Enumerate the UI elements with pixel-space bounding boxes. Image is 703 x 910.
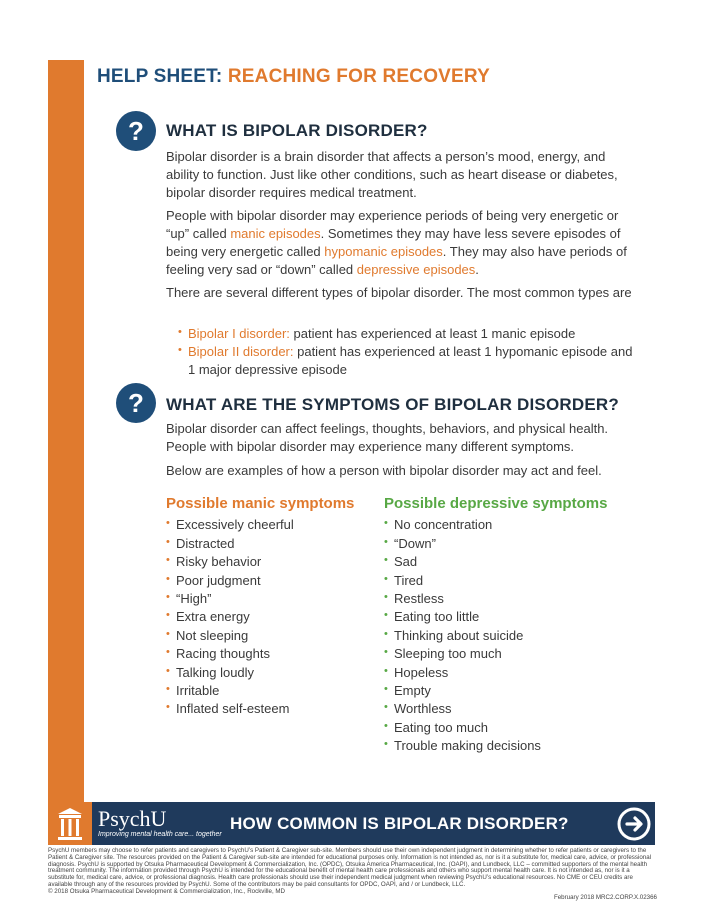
bullet-icon: •	[166, 554, 170, 567]
bullet-icon: •	[384, 591, 388, 604]
symptom: Inflated self-esteem	[176, 701, 290, 717]
symptom: Poor judgment	[176, 572, 261, 588]
depressive-heading: Possible depressive symptoms	[384, 495, 608, 512]
bullet-icon: •	[166, 646, 170, 659]
bullet-icon: •	[384, 738, 388, 751]
list-item	[166, 608, 354, 626]
paragraph: There are several different types of bipolar disorder. The most common types are	[166, 285, 632, 300]
text: . They may also have periods of feeling very sad or “down” called	[166, 244, 627, 277]
column-logo-icon	[48, 802, 92, 845]
bullet-icon: •	[166, 627, 170, 640]
symptom: Distracted	[176, 535, 235, 551]
type-name: Bipolar I disorder:	[188, 326, 290, 341]
list-item	[166, 535, 354, 553]
paragraph: Bipolar disorder is a brain disorder that affects a person’s mood, energy, and ability to function. Just like other conditions, such as heart disease or diabetes, bipolar disorder requires medical treatment.	[166, 149, 618, 200]
bullet-icon: •	[384, 701, 388, 714]
section-title-what-is: WHAT IS BIPOLAR DISORDER?	[166, 121, 428, 140]
list-item	[384, 572, 607, 590]
symptom: No concentration	[394, 517, 493, 533]
list-item	[384, 535, 607, 553]
bullet-icon: •	[166, 572, 170, 585]
list-item	[384, 682, 607, 700]
bullet-icon: •	[384, 517, 388, 530]
bipolar-types-list	[178, 325, 638, 379]
keyword-hypomanic: hypomanic episodes	[324, 244, 443, 259]
symptom: Sad	[394, 554, 418, 570]
bullet-icon: •	[384, 646, 388, 659]
list-item	[384, 737, 607, 755]
manic-heading: Possible manic symptoms	[166, 495, 355, 512]
list-item	[384, 627, 607, 645]
symptom: Eating too little	[394, 609, 480, 625]
disclaimer-text: PsychU members may choose to refer patients and caregivers to PsychU’s Patient & Caregiver sub-site. Members should use their own independent judgment in determining whether to refer patients or caregivers to the Patient & Caregiver site. The resources provided on the Patient & Caregiver sub-site are intended for educational purposes only. Information is not intended as, nor is it a substitute for, medical care, advice, or professional diagnosis. PsychU is supported by Otsuka Pharmaceutical Development & Commercialization, Inc. (OPDC), Otsuka America Pharmaceutical, Inc. (OAPI), and Lundbeck, LLC – committed supporters of the mental health treatment community. The information provided through PsychU is intended for the educational benefit of mental health care professionals and others who support mental health care. It is not intended as, nor is it a substitute for, medical care, advice, or professional diagnosis. Health care professionals should use their independent medical judgment when reviewing PsychU’s educational resources. No CME or CEU credits are available through any of the resources provided by PsychU. Some of the contributors may be paid consultants for OPDC, OAPI, and / or Lundbeck, LLC.	[48, 847, 652, 888]
bullet-icon: •	[384, 554, 388, 567]
symptom: Restless	[394, 591, 444, 607]
list-item	[384, 664, 607, 682]
title-prefix: HELP SHEET:	[97, 66, 223, 87]
bullet-icon: •	[384, 535, 388, 548]
arrow-right-circle-icon[interactable]	[616, 806, 652, 842]
list-item	[384, 700, 607, 718]
svg-text:?: ?	[128, 388, 144, 418]
list-item	[166, 700, 354, 718]
list-item	[166, 627, 354, 645]
symptom: Not sleeping	[176, 627, 249, 643]
copyright-text: © 2018 Otsuka Pharmaceutical Development & Commercialization, Inc., Rockville, MD	[48, 887, 286, 895]
section1-episodes	[166, 207, 636, 279]
footer-disclaimer	[48, 848, 656, 896]
list-item	[384, 645, 607, 663]
symptom: Risky behavior	[176, 554, 262, 570]
text: People with bipolar disorder may experience periods of being very energetic or “up” called	[166, 208, 619, 241]
list-item	[178, 325, 638, 343]
section1-types-intro	[166, 284, 636, 302]
list-item	[166, 516, 354, 534]
type-desc: patient has experienced at least 1 hypomanic episode and 1 major depressive episode	[188, 344, 633, 377]
bullet-icon: •	[384, 627, 388, 640]
left-accent-bar	[48, 60, 84, 802]
keyword-depressive: depressive episodes	[356, 262, 476, 277]
list-item	[166, 590, 354, 608]
bullet-icon: •	[166, 664, 170, 677]
bullet-icon: •	[166, 535, 170, 548]
text: .	[475, 262, 479, 277]
list-item	[384, 590, 607, 608]
bullet-icon: •	[384, 609, 388, 622]
text: . Sometimes they may have less severe episodes of being very energetic called	[166, 226, 621, 259]
svg-text:?: ?	[128, 116, 144, 146]
section2-intro	[166, 420, 636, 456]
list-item	[384, 553, 607, 571]
list-item	[384, 719, 607, 737]
symptom: Talking loudly	[176, 664, 255, 680]
bullet-icon: •	[384, 572, 388, 585]
list-item	[384, 516, 607, 534]
symptom: Trouble making decisions	[394, 738, 541, 754]
symptom: Excessively cheerful	[176, 517, 294, 533]
keyword-manic: manic episodes	[230, 226, 321, 241]
bottom-banner	[48, 802, 655, 845]
type-desc: patient has experienced at least 1 manic episode	[289, 326, 576, 341]
brand-tagline: Improving mental health care... together	[98, 831, 222, 838]
paragraph: Bipolar disorder can affect feelings, thoughts, behaviors, and physical health. People with bipolar disorder may experience many different symptoms.	[166, 421, 609, 454]
document-code: February 2018 MRC2.CORP.X.02366	[553, 894, 657, 901]
list-item	[166, 645, 354, 663]
paragraph: Below are examples of how a person with bipolar disorder may act and feel.	[166, 463, 602, 478]
bullet-icon: •	[166, 683, 170, 696]
question-circle-icon	[116, 111, 156, 151]
symptom: “Down”	[394, 535, 436, 551]
banner-question[interactable]: HOW COMMON IS BIPOLAR DISORDER?	[230, 814, 569, 833]
symptom: Hopeless	[394, 664, 449, 680]
list-item	[166, 664, 354, 682]
section1-intro	[166, 148, 636, 202]
symptom: Worthless	[394, 701, 452, 717]
bullet-icon: •	[384, 664, 388, 677]
bullet-icon: •	[166, 517, 170, 530]
bullet-icon: •	[384, 683, 388, 696]
brand-logo-text: PsychU	[98, 806, 167, 831]
bullet-icon: •	[178, 326, 182, 338]
pillar-icon	[48, 802, 92, 845]
paragraph	[166, 207, 636, 279]
bullet-icon: •	[166, 591, 170, 604]
section2-examples	[166, 462, 636, 480]
bullet-icon: •	[166, 609, 170, 622]
bullet-icon: •	[384, 719, 388, 732]
symptom: Irritable	[176, 683, 220, 699]
list-item	[166, 553, 354, 571]
symptom: Extra energy	[176, 609, 250, 625]
symptom: Racing thoughts	[176, 646, 270, 662]
list-item	[166, 572, 354, 590]
symptom: Sleeping too much	[394, 646, 502, 662]
list-item	[384, 608, 607, 626]
type-name: Bipolar II disorder:	[188, 344, 294, 359]
question-circle-icon	[116, 383, 156, 423]
title-main: REACHING FOR RECOVERY	[227, 66, 491, 87]
manic-symptoms-list	[166, 495, 354, 719]
page-title	[97, 66, 490, 88]
list-item	[178, 343, 638, 379]
symptom: Empty	[394, 683, 431, 699]
section-title-symptoms: WHAT ARE THE SYMPTOMS OF BIPOLAR DISORDER?	[166, 395, 619, 414]
list-item	[166, 682, 354, 700]
symptom: Eating too much	[394, 719, 488, 735]
depressive-symptoms-list	[384, 495, 607, 756]
bullet-icon: •	[178, 344, 182, 356]
symptom: Tired	[394, 572, 424, 588]
symptom: Thinking about suicide	[394, 627, 524, 643]
bullet-icon: •	[166, 701, 170, 714]
symptom: “High”	[176, 591, 212, 607]
